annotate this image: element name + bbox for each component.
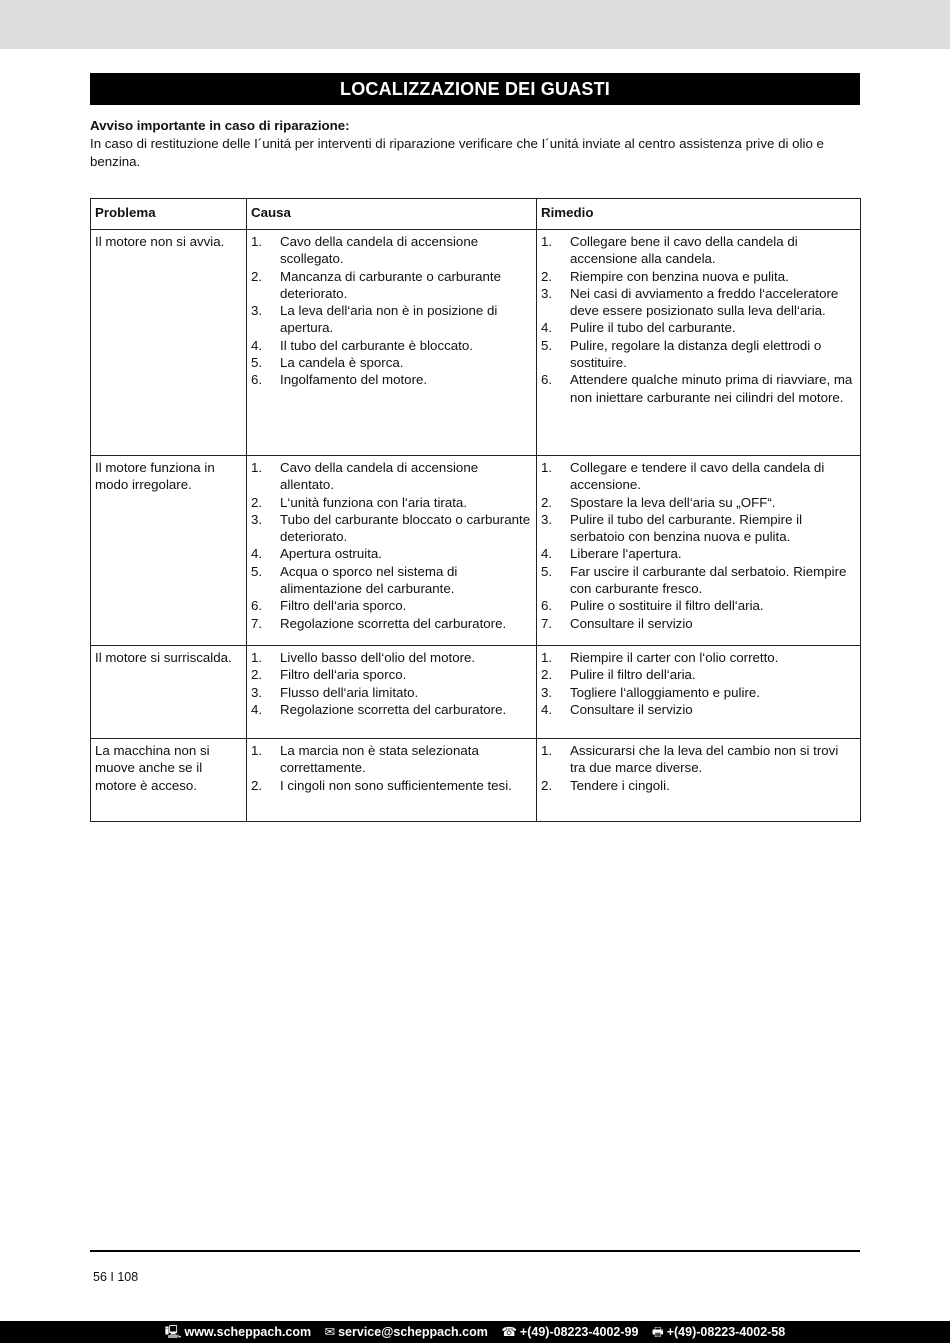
list-item	[251, 777, 532, 794]
item-number: 3.	[251, 511, 263, 527]
list-item	[251, 302, 532, 337]
cause-list	[251, 649, 532, 718]
remedy-cell	[537, 456, 861, 646]
list-item	[541, 233, 856, 268]
item-number: 3.	[541, 511, 553, 527]
list-item	[251, 666, 532, 683]
fax-number: +(49)-08223-4002-58	[666, 1325, 786, 1339]
notice-text: In caso di restituzione delle I´unitá per interventi di riparazione verificare che I´unitá inviate al centro assistenza prive di olio e benzina.	[90, 136, 824, 169]
list-item	[251, 615, 532, 632]
item-number: 4.	[541, 320, 553, 336]
cause-cell	[247, 456, 537, 646]
list-item	[541, 597, 856, 614]
list-item	[251, 337, 532, 354]
problem-cell: Il motore funziona in modo irregolare.	[91, 456, 247, 646]
remedy-list	[541, 233, 856, 406]
item-text: Riempire con benzina nuova e pulita.	[570, 268, 789, 284]
mail-icon: ✉︎	[324, 1325, 336, 1339]
problem-cell: La macchina non si muove anche se il motore è acceso.	[91, 739, 247, 822]
item-text: Acqua o sporco nel sistema di alimentazione del carburante.	[280, 563, 458, 597]
cause-list	[251, 459, 532, 632]
item-number: 4.	[251, 701, 263, 717]
remedy-cell	[537, 230, 861, 456]
list-item	[251, 563, 532, 598]
item-number: 7.	[541, 615, 553, 631]
item-number: 2.	[541, 667, 553, 683]
website-link[interactable]: www.scheppach.com	[184, 1325, 312, 1339]
list-item	[541, 615, 856, 632]
item-number: 2.	[251, 268, 263, 284]
item-number: 3.	[541, 684, 553, 700]
item-number: 5.	[541, 337, 553, 353]
cause-cell	[247, 646, 537, 739]
list-item	[541, 777, 856, 794]
item-number: 6.	[541, 372, 553, 388]
cause-list	[251, 742, 532, 794]
item-text: Collegare e tendere il cavo della candela di accensione.	[570, 460, 825, 493]
item-number: 4.	[541, 546, 553, 562]
list-item	[541, 742, 856, 777]
item-text: Spostare la leva dell‘aria su „OFF“.	[570, 494, 776, 510]
remedy-cell	[537, 646, 861, 739]
email-link[interactable]: service@scheppach.com	[338, 1325, 488, 1339]
cause-cell	[247, 739, 537, 822]
item-text: Flusso dell‘aria limitato.	[280, 684, 419, 700]
item-text: Cavo della candela di accensione allentato.	[280, 460, 479, 493]
phone-icon: ☎︎	[501, 1325, 517, 1339]
troubleshooting-table	[90, 198, 861, 822]
table-header-row	[91, 199, 861, 230]
column-header-cause: Causa	[247, 199, 537, 230]
phone-number: +(49)-08223-4002-99	[519, 1325, 639, 1339]
problem-cell: Il motore non si avvia.	[91, 230, 247, 456]
item-text: La candela è sporca.	[280, 355, 404, 371]
list-item	[541, 319, 856, 336]
footer-divider	[90, 1250, 860, 1252]
item-number: 2.	[541, 268, 553, 284]
item-number: 1.	[251, 460, 263, 475]
item-text: Nei casi di avviamento a freddo l‘acceleratore deve essere posizionato sulla leva dell‘aria.	[570, 285, 839, 319]
list-item	[541, 666, 856, 683]
list-item	[251, 597, 532, 614]
list-item	[251, 459, 532, 494]
cause-list	[251, 233, 532, 389]
list-item	[251, 701, 532, 718]
item-number: 5.	[251, 355, 263, 371]
item-text: Liberare l‘apertura.	[570, 546, 682, 562]
list-item	[541, 563, 856, 598]
item-number: 4.	[541, 701, 553, 717]
list-item	[541, 701, 856, 718]
item-number: 1.	[251, 234, 263, 249]
item-text: Pulire il filtro dell‘aria.	[570, 667, 696, 683]
item-number: 5.	[541, 563, 553, 579]
remedy-list	[541, 459, 856, 632]
item-number: 4.	[251, 546, 263, 562]
list-item	[541, 511, 856, 546]
table-row	[91, 739, 861, 822]
item-number: 2.	[251, 777, 263, 793]
list-item	[541, 459, 856, 494]
item-text: Regolazione scorretta del carburatore.	[280, 615, 507, 631]
item-text: Togliere l‘alloggiamento e pulire.	[570, 684, 760, 700]
item-text: Tendere i cingoli.	[570, 777, 670, 793]
item-text: Cavo della candela di accensione scollegato.	[280, 234, 479, 267]
remedy-list	[541, 742, 856, 794]
list-item	[251, 371, 532, 388]
item-number: 2.	[251, 667, 263, 683]
item-text: Far uscire il carburante dal serbatoio. Riempire con carburante fresco.	[570, 563, 847, 597]
list-item	[251, 649, 532, 666]
top-margin-band	[0, 0, 950, 49]
item-text: Tubo del carburante bloccato o carburante deteriorato.	[280, 511, 531, 545]
item-number: 2.	[541, 777, 553, 793]
email-item[interactable]	[325, 1321, 488, 1343]
item-text: Collegare bene il cavo della candela di accensione alla candela.	[570, 234, 798, 267]
item-text: Livello basso dell‘olio del motore.	[280, 650, 476, 665]
list-item	[251, 742, 532, 777]
list-item	[251, 511, 532, 546]
item-text: Consultare il servizio	[570, 701, 693, 717]
item-text: L‘unità funziona con l‘aria tirata.	[280, 494, 468, 510]
item-number: 1.	[541, 743, 553, 758]
list-item	[251, 233, 532, 268]
cause-cell	[247, 230, 537, 456]
item-text: Mancanza di carburante o carburante deteriorato.	[280, 268, 502, 301]
column-header-problem: Problema	[91, 199, 247, 230]
list-item	[541, 494, 856, 511]
list-item	[541, 371, 856, 406]
list-item	[251, 545, 532, 562]
item-text: Apertura ostruita.	[280, 546, 382, 562]
item-number: 4.	[251, 337, 263, 353]
item-text: La leva dell‘aria non è in posizione di apertura.	[280, 303, 498, 336]
item-text: Pulire il tubo del carburante. Riempire il serbatoio con benzina nuova e pulita.	[570, 511, 803, 545]
item-number: 1.	[251, 650, 263, 665]
list-item	[541, 545, 856, 562]
remedy-cell	[537, 739, 861, 822]
list-item	[541, 337, 856, 372]
item-text: La marcia non è stata selezionata correttamente.	[280, 743, 479, 776]
item-number: 6.	[251, 598, 263, 614]
item-text: Riempire il carter con l‘olio corretto.	[570, 650, 779, 665]
notice-title: Avviso importante in caso di riparazione:	[90, 118, 350, 133]
item-text: Assicurarsi che la leva del cambio non si trovi tra due marce diverse.	[570, 743, 839, 776]
list-item	[251, 268, 532, 303]
item-text: Pulire il tubo del carburante.	[570, 320, 736, 336]
problem-cell: Il motore si surriscalda.	[91, 646, 247, 739]
list-item	[251, 494, 532, 511]
fax-icon: 🖶︎	[651, 1325, 664, 1339]
list-item	[541, 268, 856, 285]
repair-notice	[90, 117, 860, 171]
item-number: 6.	[251, 372, 263, 388]
item-number: 1.	[541, 650, 553, 665]
list-item	[251, 684, 532, 701]
item-text: Pulire o sostituire il filtro dell‘aria.	[570, 598, 764, 614]
remedy-list	[541, 649, 856, 718]
phone-item	[501, 1321, 638, 1343]
item-text: Filtro dell‘aria sporco.	[280, 598, 407, 614]
item-number: 6.	[541, 598, 553, 614]
item-number: 5.	[251, 563, 263, 579]
item-text: Consultare il servizio	[570, 615, 693, 631]
item-number: 1.	[541, 234, 553, 249]
list-item	[251, 354, 532, 371]
table-row	[91, 646, 861, 739]
list-item	[541, 684, 856, 701]
item-text: Filtro dell‘aria sporco.	[280, 667, 407, 683]
item-text: Ingolfamento del motore.	[280, 372, 428, 388]
item-text: Pulire, regolare la distanza degli elettrodi o sostituire.	[570, 337, 822, 371]
contact-bar	[0, 1321, 950, 1343]
computer-icon: 🖳︎	[164, 1325, 182, 1339]
item-number: 2.	[251, 494, 263, 510]
item-number: 3.	[541, 285, 553, 301]
page-number: 56 I 108	[93, 1270, 139, 1284]
item-number: 3.	[251, 303, 263, 319]
item-number: 7.	[251, 615, 263, 631]
website-item[interactable]	[165, 1321, 311, 1343]
item-number: 3.	[251, 684, 263, 700]
table-row	[91, 230, 861, 456]
fax-item	[652, 1321, 785, 1343]
item-text: I cingoli non sono sufficientemente tesi.	[280, 777, 512, 793]
list-item	[541, 285, 856, 320]
item-text: Attendere qualche minuto prima di riavviare, ma non iniettare carburante nei cilindri del motore.	[570, 372, 853, 405]
item-text: Regolazione scorretta del carburatore.	[280, 701, 507, 717]
page-title: LOCALIZZAZIONE DEI GUASTI	[90, 73, 860, 105]
item-text: Il tubo del carburante è bloccato.	[280, 337, 473, 353]
item-number: 2.	[541, 494, 553, 510]
table-row	[91, 456, 861, 646]
column-header-remedy: Rimedio	[537, 199, 861, 230]
item-number: 1.	[541, 460, 553, 475]
list-item	[541, 649, 856, 666]
item-number: 1.	[251, 743, 263, 758]
